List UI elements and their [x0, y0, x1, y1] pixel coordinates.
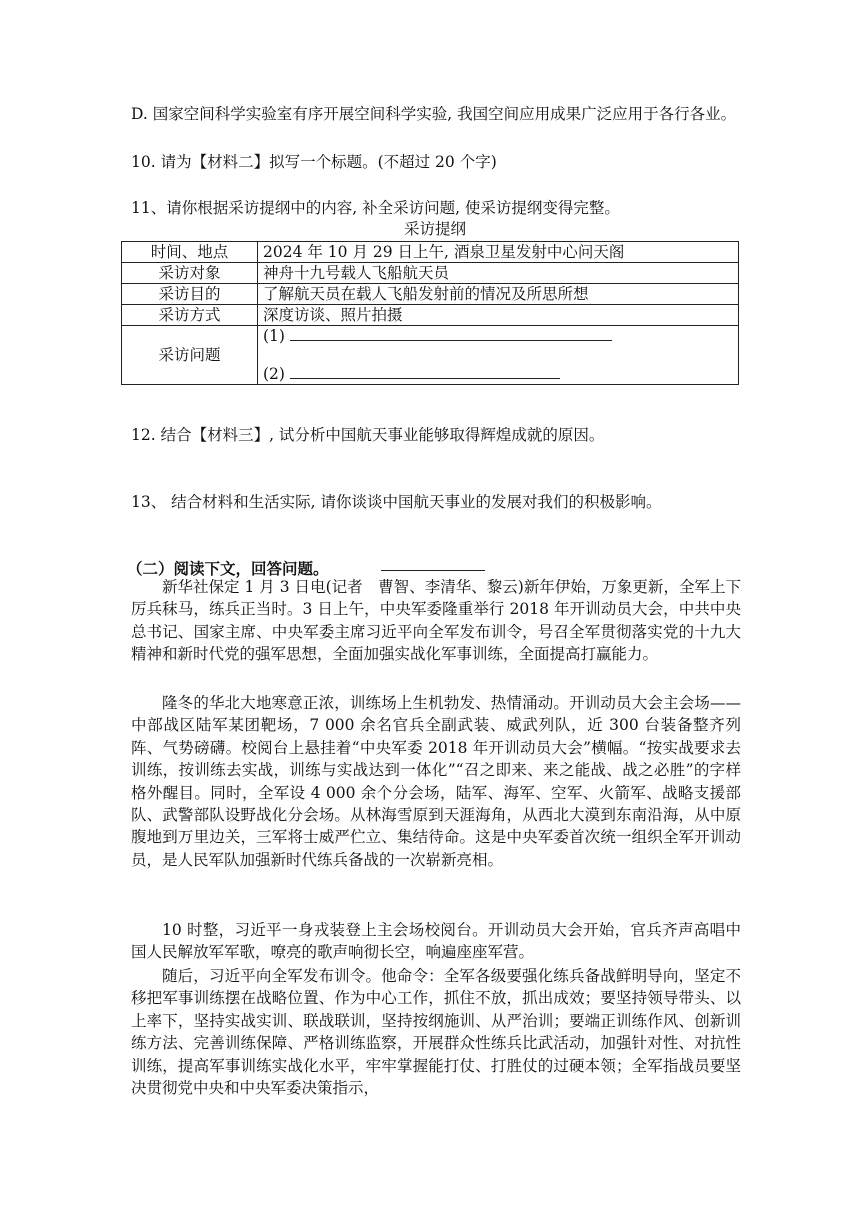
row-label-purpose: 采访目的: [122, 284, 258, 305]
answer-number-2: (2): [263, 365, 285, 383]
row-label-interviewee: 采访对象: [122, 263, 258, 284]
answer-slot-2[interactable]: [263, 364, 733, 384]
article-paragraph-4: 随后，习近平向全军发布训令。他命令：全军各级要强化练兵备战鲜明导向，坚定不移把军事训练摆在战略位置、作为中心工作，抓住不放，抓出成效；要坚持领导带头、以上率下，坚持实战实训、联战联训，坚持按纲施训、从严治训；要端正训练作风、创新训练方法、完善训练保障、严格训练监察，开展群众性练兵比武活动，加强针对性、对抗性训练，提高军事训练实战化水平，牢牢掌握能打仗、打胜仗的过硬本领；全军指战员要坚决贯彻党中央和中央军委决策指示，: [131, 967, 741, 1098]
answer-number-1: (1): [263, 327, 285, 345]
row-value-method: 深度访谈、照片拍摄: [258, 305, 739, 326]
row-value-interviewee: 神舟十九号载人飞船航天员: [258, 263, 739, 284]
row-value-questions: [258, 326, 739, 385]
question-13: 13、 结合材料和生活实际, 请你谈谈中国航天事业的发展对我们的积极影响。: [131, 493, 662, 511]
question-10: 10. 请为【材料二】拟写一个标题。(不超过 20 个字): [131, 153, 497, 171]
article-title-blank: [381, 570, 485, 571]
row-label-questions: 采访问题: [122, 326, 258, 385]
table-row: [122, 284, 739, 305]
table-row: [122, 263, 739, 284]
answer-blank-2[interactable]: [290, 364, 560, 379]
row-value-purpose: 了解航天员在载人飞船发射前的情况及所思所想: [258, 284, 739, 305]
answer-slot-1[interactable]: [263, 326, 733, 346]
question-9-option-d: D. 国家空间科学实验室有序开展空间科学实验, 我国空间应用成果广泛应用于各行各业。: [131, 105, 737, 123]
section-2-heading: （二）阅读下文，回答问题。: [127, 559, 329, 578]
interview-outline-caption: 采访提纲: [403, 220, 466, 238]
question-11: 11、请你根据采访提纲中的内容, 补全采访问题, 使采访提纲变得完整。: [131, 199, 620, 217]
row-label-method: 采访方式: [122, 305, 258, 326]
article-paragraph-2: 隆冬的华北大地寒意正浓，训练场上生机勃发、热情涌动。开训动员大会主会场——中部战区陆军某团靶场，7 000 余名官兵全副武装、威武列队，近 300 台装备整齐列阵、气势磅礴。校阅台上悬挂着“中央军委 2018 年开训动员大会”横幅。“按实战要求去训练，按训练去实战，训练与实战达到一体化”“召之即来、来之能战、战之必胜”的字样格外醒目。同时，全军设 4 000 余个分会场，陆军、海军、空军、火箭军、战略支援部队、武警部队设野战化分会场。从林海雪原到天涯海角，从西北大漠到东南沿海，从中原腹地到万里边关，三军将士威严伫立、集结待命。这是中央军委首次统一组织全军开训动员，是人民军队加强新时代练兵备战的一次崭新亮相。: [131, 694, 741, 869]
interview-outline-table: [121, 241, 739, 385]
row-label-time-place: 时间、地点: [122, 242, 258, 263]
table-row: [122, 242, 739, 263]
table-row: [122, 305, 739, 326]
row-value-time-place: 2024 年 10 月 29 日上午, 酒泉卫星发射中心问天阁: [258, 242, 739, 263]
article-paragraph-3: 10 时整，习近平一身戎装登上主会场校阅台。开训动员大会开始，官兵齐声高唱中国人民解放军军歌，嘹亮的歌声响彻长空，响遍座座军营。: [131, 921, 741, 962]
answer-blank-1[interactable]: [290, 326, 612, 341]
question-12: 12. 结合【材料三】, 试分析中国航天事业能够取得辉煌成就的原因。: [131, 426, 605, 444]
table-row: [122, 326, 739, 385]
article-paragraph-1: 新华社保定 1 月 3 日电(记者 曹智、李清华、黎云)新年伊始，万象更新，全军上下厉兵秣马，练兵正当时。3 日上午，中央军委隆重举行 2018 年开训动员大会，中共中央总书记、国家主席、中央军委主席习近平向全军发布训令，号召全军贯彻落实党的十九大精神和新时代党的强军思想，全面加强实战化军事训练，全面提高打赢能力。: [131, 578, 741, 664]
